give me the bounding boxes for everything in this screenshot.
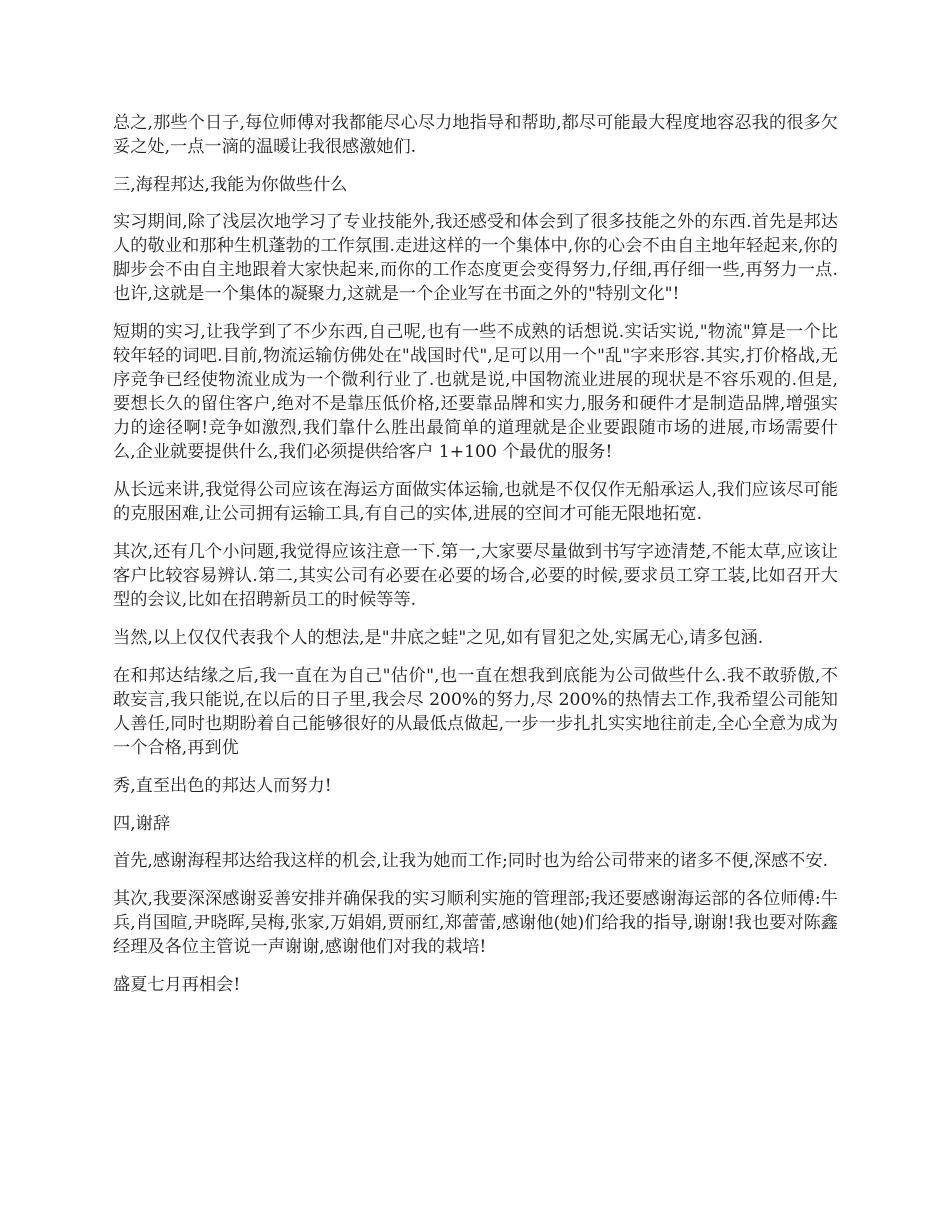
- document-body: [113, 111, 838, 1011]
- paragraph-internship-experience: 实习期间,除了浅层次地学习了专业技能外,我还感受和体会到了很多技能之外的东西.首先是邦达人的敬业和那种生机蓬勃的工作氛围.走进这样的一个集体中,你的心会不由自主地年轻起来,你的脚步会不由自主地跟着大家快起来,而你的工作态度更会变得努力,仔细,再仔细一些,再努力一点.也许,这就是一个集体的凝聚力,这就是一个企业写在书面之外的"特别文化"!: [113, 212, 838, 304]
- paragraph-logistics-opinion: 短期的实习,让我学到了不少东西,自己呢,也有一些不成熟的话想说.实话实说,"物流"算是一个比较年轻的词吧.目前,物流运输仿佛处在"战国时代",足可以用一个"乱"字来形容.其实,打价格战,无序竞争已经使物流业成为一个微利行业了.也就是说,中国物流业进展的现状是不容乐观的.但是,要想长久的留住客户,绝对不是靠压低价格,还要靠品牌和实力,服务和硬件才是制造品牌,增强实力的途径啊!竞争如激烈,我们靠什么胜出最简单的道理就是企业要跟随市场的进展,市场需要什么,企业就要提供什么,我们必须提供给客户 1+100 个最优的服务!: [113, 322, 838, 462]
- paragraph-long-term-suggestion: 从长远来讲,我觉得公司应该在海运方面做实体运输,也就是不仅仅作无船承运人,我们应该尽可能的克服困难,让公司拥有运输工具,有自己的实体,进展的空间才可能无限地拓宽.: [113, 480, 838, 524]
- paragraph-minor-issues: 其次,还有几个小问题,我觉得应该注意一下.第一,大家要尽量做到书写字迹清楚,不能太草,应该让客户比较容易辨认.第二,其实公司有必要在必要的场合,必要的时候,要求员工穿工装,比如召开大型的会议,比如在招聘新员工的时候等等.: [113, 542, 838, 610]
- paragraph-thanks-company: 首先,感谢海程邦达给我这样的机会,让我为她而工作;同时也为给公司带来的诸多不便,深感不安.: [113, 851, 829, 871]
- paragraph-thanks-colleagues: 其次,我要深深感谢妥善安排并确保我的实习顺利实施的管理部;我还要感谢海运部的各位师傅:牛兵,肖国暄,尹晓晖,吴梅,张家,万娟娟,贾丽红,郑蕾蕾,感谢他(她)们给我的指导,谢谢!我也要对陈鑫经理及各位主管说一声谢谢,感谢他们对我的栽培!: [113, 889, 838, 957]
- paragraph-self-evaluation-continued: 秀,直至出色的邦达人而努力!: [113, 776, 332, 796]
- paragraph-self-evaluation: 在和邦达结缘之后,我一直在为自己"估价",也一直在想我到底能为公司做些什么.我不敢骄傲,不敢妄言,我只能说,在以后的日子里,我会尽 200%的努力,尽 200%的热情去工作,我希望公司能知人善任,同时也期盼着自己能够很好的从最低点做起,一步一步扎扎实实地往前走,全心全意为成为一个合格,再到优: [113, 666, 838, 758]
- paragraph-closing: 盛夏七月再相会!: [113, 975, 241, 995]
- section-heading-four: 四,谢辞: [113, 814, 171, 834]
- paragraph-gratitude-masters: 总之,那些个日子,每位师傅对我都能尽心尽力地指导和帮助,都尽可能最大程度地容忍我的很多欠妥之处,一点一滴的温暖让我很感激她们.: [113, 113, 838, 157]
- section-heading-three: 三,海程邦达,我能为你做些什么: [113, 175, 348, 195]
- paragraph-personal-view: 当然,以上仅仅代表我个人的想法,是"井底之蛙"之见,如有冒犯之处,实属无心,请多包涵.: [113, 628, 764, 648]
